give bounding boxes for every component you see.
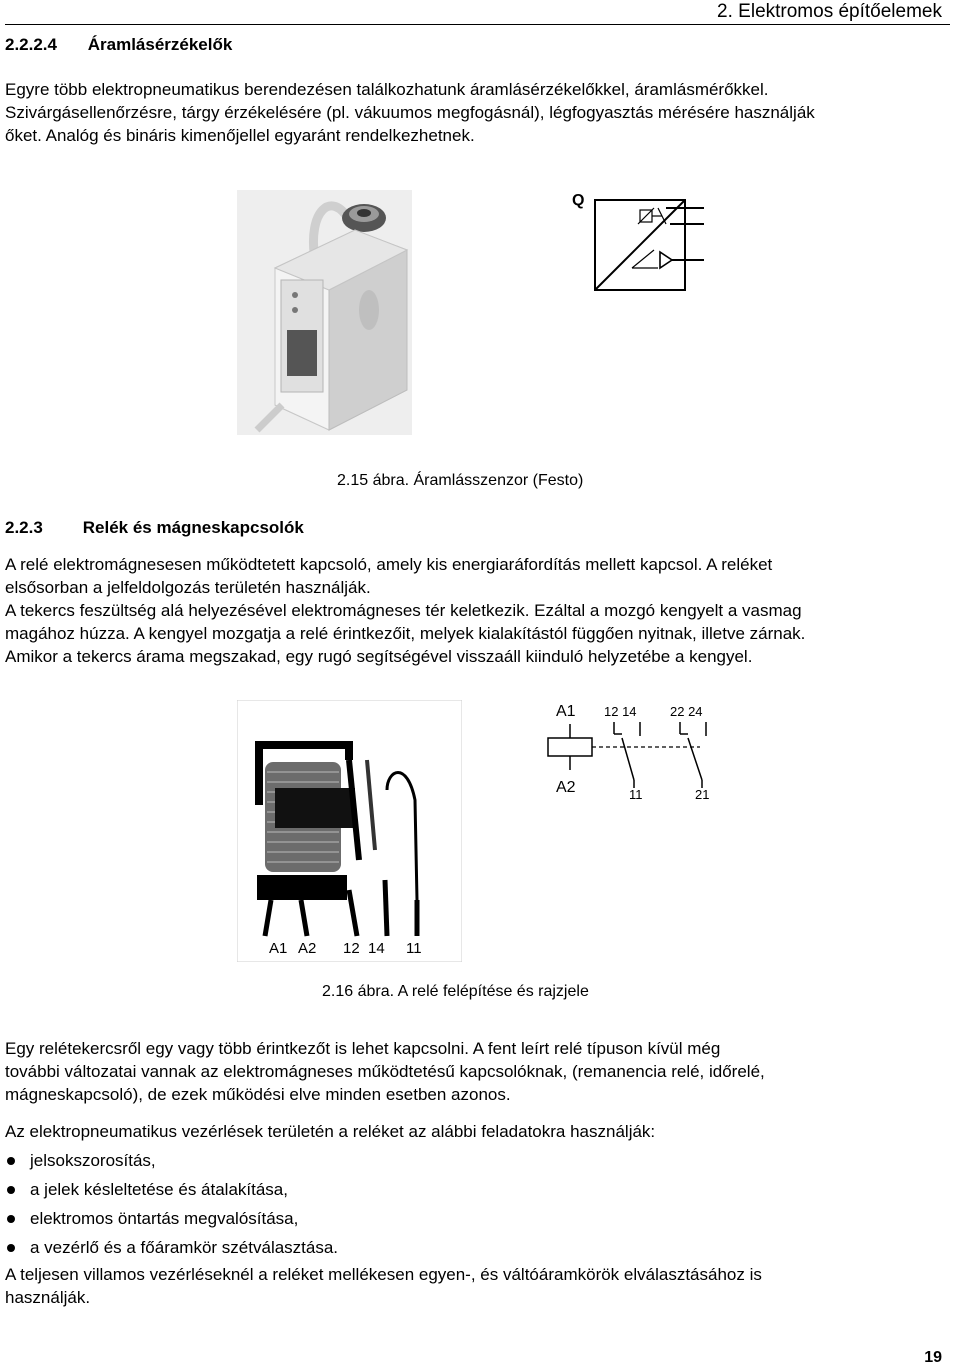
relay-task-list <box>5 1146 338 1262</box>
bullet-icon <box>7 1215 15 1223</box>
paragraph-line: őket. Analóg és bináris kimenőjellel egyaránt rendelkezhetnek. <box>5 126 475 145</box>
section-title: Relék és mágneskapcsolók <box>82 518 304 537</box>
list-item <box>5 1175 338 1204</box>
paragraph-line: magához húzza. A kengyel mozgatja a relé érintkezőit, melyek kialakítástól függően nyitnak, illetve zárnak. <box>5 624 806 643</box>
pin-label-11: 11 <box>406 940 422 957</box>
section-title: Áramlásérzékelők <box>87 35 233 54</box>
contact1-top-label: 12 14 <box>604 704 637 719</box>
coil-label-a1: A1 <box>556 703 576 720</box>
list-item-text: a jelek késleltetése és átalakítása, <box>30 1180 288 1199</box>
paragraph-line: A tekercs feszültség alá helyezésével elektromágneses tér keletkezik. Ezáltal a mozgó kengyelt a vasmag <box>5 601 802 620</box>
relay-paragraph-2 <box>5 1037 950 1106</box>
pin-label-12: 12 <box>343 940 360 957</box>
paragraph-line: mágneskapcsoló), de ezek működési elve minden esetben azonos. <box>5 1085 511 1104</box>
flow-sensor-symbol <box>568 188 710 293</box>
paragraph-line: további változatai vannak az elektromágneses működtetésű kapcsolóknak, (remanencia relé, időrelé, <box>5 1062 765 1081</box>
contact1-bottom-label: 11 <box>629 787 643 802</box>
list-item <box>5 1204 338 1233</box>
paragraph-line: Szivárgásellenőrzésre, tárgy érzékelésére (pl. vákuumos megfogásnál), légfogyasztás mérésére használják <box>5 103 815 122</box>
section-heading-relay <box>5 518 304 538</box>
list-item <box>5 1233 338 1262</box>
paragraph-line: A relé elektromágnesesen működtetett kapcsoló, amely kis energiaráfordítás mellett kapcsol. A reléket <box>5 555 773 574</box>
bullet-icon <box>7 1157 15 1165</box>
list-item-text: elektromos öntartás megvalósítása, <box>30 1209 299 1228</box>
list-item-text: jelsokszorosítás, <box>30 1151 156 1170</box>
figure-caption-2-16: 2.16 ábra. A relé felépítése és rajzjele <box>322 983 589 1000</box>
paragraph-line: használják. <box>5 1288 91 1307</box>
relay-paragraph-4 <box>5 1263 950 1309</box>
contact2-bottom-label: 21 <box>695 787 710 802</box>
coil-label-a2: A2 <box>556 779 576 796</box>
relay-circuit-symbol <box>540 698 720 806</box>
pin-label-14: 14 <box>368 940 385 957</box>
paragraph-line: Egyre több elektropneumatikus berendezésen találkozhatunk áramlásérzékelőkkel, áramlásmérőkkel. <box>5 80 769 99</box>
section-number: 2.2.3 <box>5 518 43 537</box>
section-number: 2.2.2.4 <box>5 35 57 54</box>
list-item-text: a vezérlő és a főáramkör szétválasztása. <box>30 1238 339 1257</box>
running-head: 2. Elektromos építőelemek <box>717 1 942 22</box>
flow-sensor-paragraph <box>5 78 950 147</box>
flow-sensor-photo <box>237 190 412 435</box>
relay-paragraph-1 <box>5 553 950 668</box>
figure-caption-2-15: 2.15 ábra. Áramlásszenzor (Festo) <box>337 472 584 489</box>
pin-label-a1: A1 <box>269 940 288 957</box>
contact2-top-label: 22 24 <box>670 704 703 719</box>
pin-label-a2: A2 <box>298 940 317 957</box>
paragraph-line: A teljesen villamos vezérléseknél a reléket mellékesen egyen-, és váltóáramkörök elválasztásához is <box>5 1265 762 1284</box>
header-rule <box>5 24 950 25</box>
list-item <box>5 1146 338 1175</box>
relay-paragraph-3: Az elektropneumatikus vezérlések területén a reléket az alábbi feladatokra használják: <box>5 1122 656 1141</box>
relay-construction-drawing <box>237 700 462 962</box>
symbol-label-q: Q <box>572 192 585 209</box>
section-heading-flow-sensor <box>5 35 232 55</box>
paragraph-line: elsősorban a jelfeldolgozás területén használják. <box>5 578 371 597</box>
page-number: 19 <box>924 1349 942 1366</box>
bullet-icon <box>7 1244 15 1252</box>
paragraph-line: Amikor a tekercs árama megszakad, egy rugó segítségével visszaáll kiinduló helyzetébe a kengyel. <box>5 647 753 666</box>
paragraph-line: Egy relétekercsről egy vagy több érintkezőt is lehet kapcsolni. A fent leírt relé típuson kívül még <box>5 1039 721 1058</box>
bullet-icon <box>7 1186 15 1194</box>
